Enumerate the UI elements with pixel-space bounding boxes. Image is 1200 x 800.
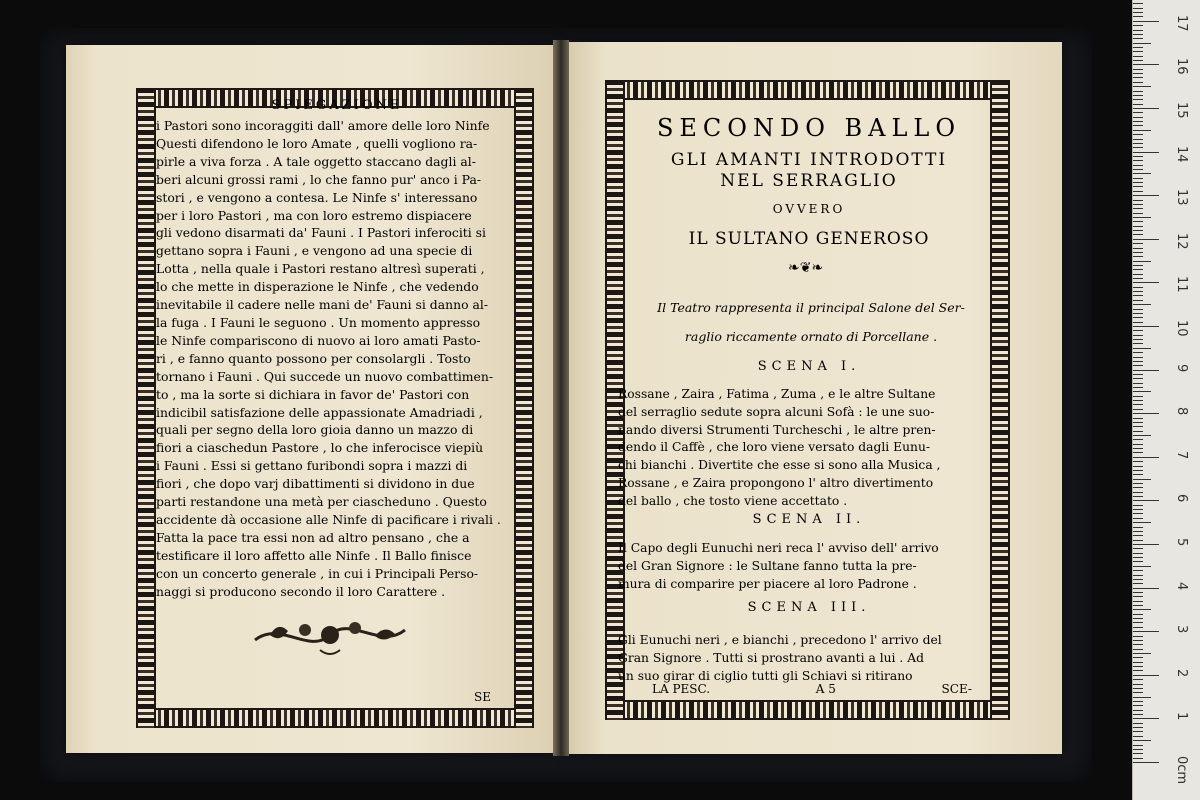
ruler-tick	[1133, 274, 1143, 275]
ruler-tick	[1133, 723, 1143, 724]
ruler-tick	[1133, 697, 1151, 698]
text-line: Rossane , e Zaira propongono l' altro divertimento	[618, 475, 934, 490]
text-line: del serraglio sedute sopra alcuni Sofà : le une suo-	[618, 404, 935, 419]
ruler-tick	[1133, 540, 1143, 541]
ruler-tick	[1133, 278, 1143, 279]
ruler-tick	[1133, 714, 1143, 715]
ruler-tick	[1133, 309, 1143, 310]
ruler-tick	[1133, 544, 1159, 545]
ruler-tick	[1133, 51, 1143, 52]
ruler-tick	[1133, 91, 1143, 92]
ruler-tick	[1133, 666, 1143, 667]
ruler-tick	[1133, 95, 1143, 96]
ruler-tick	[1133, 173, 1151, 174]
ruler-tick	[1133, 583, 1143, 584]
ruler-tick	[1133, 444, 1143, 445]
ruler-tick	[1133, 357, 1143, 358]
ruler-tick	[1133, 169, 1143, 170]
footer-signature: A 5	[815, 682, 836, 696]
ruler-tick	[1133, 191, 1143, 192]
ruler-tick	[1133, 605, 1143, 606]
ruler-tick	[1133, 718, 1159, 719]
ruler-tick	[1133, 614, 1143, 615]
ruler-label: 3	[1174, 625, 1189, 634]
ruler-tick	[1133, 134, 1143, 135]
ruler-tick	[1133, 670, 1143, 671]
ruler-tick	[1133, 640, 1143, 641]
ruler-tick	[1133, 636, 1143, 637]
ruler-tick	[1133, 108, 1159, 109]
ruler-tick	[1133, 413, 1159, 414]
ruler-tick	[1133, 213, 1143, 214]
ruler-label: 9	[1174, 363, 1189, 372]
ruler-tick	[1133, 657, 1143, 658]
text-line: parti restandone una metà per ciascheduno . Questo	[156, 494, 487, 510]
ruler-tick	[1133, 548, 1143, 549]
ruler-tick	[1133, 727, 1143, 728]
text-line: la fuga . I Fauni le seguono . Un momento appresso	[156, 314, 481, 330]
ruler-tick	[1133, 653, 1151, 654]
text-line: Lotta , nella quale i Pastori restano altresì superati ,	[156, 261, 485, 277]
ruler-tick	[1133, 12, 1143, 13]
text-line: inevitabile il cadere nelle mani de' Fauni si danno al-	[156, 297, 488, 313]
scene-3-heading: SCENA III.	[747, 600, 871, 615]
ruler-tick	[1133, 339, 1143, 340]
ruler-tick	[1133, 204, 1143, 205]
ruler-tick	[1133, 21, 1159, 22]
ruler-tick	[1133, 710, 1143, 711]
ruler-tick	[1133, 479, 1151, 480]
ruler-tick	[1133, 326, 1159, 327]
ruler-tick	[1133, 186, 1143, 187]
ruler-tick	[1133, 217, 1151, 218]
ruler-tick	[1133, 282, 1159, 283]
text-line: del Gran Signore : le Sultane fanno tutta la pre-	[618, 558, 917, 573]
text-line: beri alcuni grossi rami , lo che fanno pur' anco i Pa-	[156, 171, 482, 187]
ruler-tick	[1133, 152, 1159, 153]
border-right	[990, 80, 1010, 720]
ruler-label: 7	[1174, 450, 1189, 460]
scene-2-heading: SCENA II.	[752, 512, 866, 527]
text-line: dendo il Caffè , che loro viene versato dagli Eunu-	[618, 440, 931, 455]
left-catchword: SE	[474, 690, 491, 704]
ruler-tick	[1133, 418, 1143, 419]
ruler-tick	[1133, 38, 1143, 39]
ruler-tick	[1133, 679, 1143, 680]
ruler-tick	[1133, 631, 1159, 632]
ruler-tick	[1133, 457, 1159, 458]
ruler-tick	[1133, 753, 1143, 754]
ruler-tick	[1133, 361, 1143, 362]
ruler-tick	[1133, 317, 1143, 318]
ruler-tick	[1133, 322, 1143, 323]
ruler-tick	[1133, 43, 1151, 44]
ruler-tick	[1133, 300, 1143, 301]
text-line: per i loro Pastori , ma con loro estremo dispiacere	[156, 207, 472, 223]
ruler-tick	[1133, 466, 1143, 467]
ruler-tick	[1133, 256, 1143, 257]
ruler-label: 10	[1174, 320, 1189, 337]
text-line: tornano i Fauni . Qui succede un nuovo combattimen-	[156, 368, 494, 384]
ruler-tick	[1133, 265, 1143, 266]
ruler-tick	[1133, 675, 1159, 676]
ruler-tick	[1133, 431, 1143, 432]
ruler-label: 17	[1174, 14, 1189, 32]
text-line: i Fauni . Essi si gettano furibondi sopra i mazzi di	[156, 458, 468, 474]
ruler-tick	[1133, 77, 1143, 78]
book-gutter	[553, 40, 569, 756]
ruler-tick	[1133, 404, 1143, 405]
ruler-label: 1	[1174, 712, 1189, 721]
scene-2-text	[618, 540, 992, 593]
page-footer	[652, 682, 972, 696]
text-line: Il Capo degli Eunuchi neri reca l' avviso dell' arrivo	[618, 541, 939, 555]
ruler-tick	[1133, 383, 1143, 384]
ruler-tick	[1133, 557, 1143, 558]
text-line: ri , e fanno quanto possono per consolargli . Tosto	[156, 350, 471, 366]
ruler-tick	[1133, 522, 1151, 523]
ruler-tick	[1133, 30, 1143, 31]
ruler-tick	[1133, 130, 1151, 131]
text-line: le Ninfe compariscono di nuovo ai loro amati Pasto-	[156, 332, 481, 348]
ruler-tick	[1133, 208, 1143, 209]
ruler-tick	[1133, 492, 1143, 493]
ruler-tick	[1133, 295, 1143, 296]
border-bottom	[136, 708, 534, 728]
ruler-tick	[1133, 426, 1143, 427]
ruler-label: 15	[1174, 102, 1189, 119]
ruler-tick	[1133, 470, 1143, 471]
ruler-tick	[1133, 745, 1143, 746]
text-line: quali per segno della loro gioia danno un mazzo di	[156, 422, 474, 438]
ruler-tick	[1133, 409, 1143, 410]
ruler-tick	[1133, 374, 1143, 375]
ruler-tick	[1133, 365, 1143, 366]
ruler-tick	[1133, 509, 1143, 510]
floral-ornament	[250, 600, 410, 660]
ruler-tick	[1133, 47, 1143, 48]
left-heading: SPIEGAZIONE	[271, 98, 403, 113]
ruler-tick	[1133, 269, 1143, 270]
ruler-tick	[1133, 527, 1143, 528]
ruler-tick	[1133, 182, 1143, 183]
text-line: testificare il loro affetto alle Ninfe . Il Ballo finisce	[156, 547, 472, 563]
text-line: indicibil satisfazione delle appassionate Amadriadi ,	[156, 404, 483, 420]
ruler-tick	[1133, 370, 1159, 371]
text-line: chi bianchi . Divertite che esse si sono alla Musica ,	[618, 458, 941, 473]
ruler-tick	[1133, 588, 1159, 589]
ruler-tick	[1133, 535, 1143, 536]
text-line: Questi difendono le loro Amate , quelli vogliono ra-	[156, 135, 478, 151]
ruler-label: 14	[1174, 145, 1189, 163]
footer-running-title: LA PESC.	[652, 682, 711, 696]
ruler-tick	[1133, 139, 1143, 140]
ruler-tick	[1133, 200, 1143, 201]
text-line: lo che mette in disperazione le Ninfe , che vedendo	[156, 279, 479, 295]
ruler-tick	[1133, 601, 1143, 602]
ruler-tick	[1133, 125, 1143, 126]
border-top	[605, 80, 1010, 100]
ruler-tick	[1133, 461, 1143, 462]
ruler-tick	[1133, 343, 1143, 344]
ruler-tick	[1133, 705, 1143, 706]
ruler-tick	[1133, 117, 1143, 118]
text-line: raglio riccamente ornato di Porcellane .	[684, 329, 938, 344]
ruler-tick	[1133, 566, 1151, 567]
text-line: nando diversi Strumenti Turcheschi , le altre pren-	[618, 422, 936, 437]
ruler-tick	[1133, 692, 1143, 693]
ruler-tick	[1133, 82, 1143, 83]
ruler-tick	[1133, 378, 1143, 379]
text-line: mura di comparire per piacere al loro Padrone .	[618, 576, 917, 591]
ruler-tick	[1133, 248, 1143, 249]
ruler-tick	[1133, 644, 1143, 645]
text-line: stori , e vengono a contesa. Le Ninfe s' interessano	[156, 189, 478, 205]
ruler-tick	[1133, 518, 1143, 519]
ruler-tick	[1133, 234, 1143, 235]
text-line: fiori a ciaschedun Pastore , lo che inferocisce viepiù	[156, 440, 484, 456]
ruler-tick	[1133, 352, 1143, 353]
ruler-tick	[1133, 505, 1143, 506]
ruler-tick	[1133, 553, 1143, 554]
ruler-tick	[1133, 230, 1143, 231]
ruler-tick	[1133, 335, 1143, 336]
subtitle-line-3: IL SULTANO GENEROSO	[688, 229, 930, 249]
text-line: Gran Signore . Tutti si prostrano avanti a lui . Ad	[618, 650, 924, 665]
ruler-tick	[1133, 496, 1143, 497]
ruler-tick	[1133, 435, 1151, 436]
ruler-tick	[1133, 483, 1143, 484]
scene-1-text	[618, 386, 992, 511]
ruler-tick	[1133, 618, 1143, 619]
ruler-tick	[1133, 3, 1143, 4]
ruler-tick	[1133, 684, 1143, 685]
ruler-tick	[1133, 165, 1143, 166]
ruler-tick	[1133, 474, 1143, 475]
ruler-tick	[1133, 531, 1143, 532]
ruler-tick	[1133, 291, 1143, 292]
ruler-tick	[1133, 749, 1143, 750]
ruler-tick	[1133, 731, 1143, 732]
text-line: to , ma la sorte si dichiara in favor de' Pastori con	[156, 386, 470, 402]
ruler-tick	[1133, 513, 1143, 514]
ruler-tick	[1133, 261, 1151, 262]
ruler-tick	[1133, 592, 1143, 593]
ruler-tick	[1133, 662, 1143, 663]
ruler-tick	[1133, 25, 1143, 26]
text-line: gettano sopra i Fauni , e vengono ad una specie di	[156, 243, 473, 259]
ruler-tick	[1133, 143, 1143, 144]
ruler-tick	[1133, 758, 1143, 759]
ruler-tick	[1133, 195, 1159, 196]
text-line: fiori , che dopo varj dibattimenti si dividono in due	[156, 476, 475, 492]
text-line: i Pastori sono incoraggiti dall' amore delle loro Ninfe	[156, 118, 490, 133]
ruler-tick	[1133, 561, 1143, 562]
ruler-tick	[1133, 422, 1143, 423]
ruler-tick	[1133, 701, 1143, 702]
ruler-label: 4	[1174, 581, 1189, 590]
ruler-tick	[1133, 452, 1143, 453]
ruler-tick	[1133, 736, 1143, 737]
ruler-tick	[1133, 8, 1143, 9]
ruler-tick	[1133, 396, 1143, 397]
ruler-tick	[1133, 252, 1143, 253]
ruler-tick	[1133, 575, 1143, 576]
scene-1-heading: SCENA I.	[757, 359, 861, 374]
scene-3-text	[618, 632, 992, 685]
ruler-tick	[1133, 99, 1143, 100]
border-left	[136, 88, 156, 728]
ruler-tick	[1133, 400, 1143, 401]
ruler-tick	[1133, 69, 1143, 70]
ruler-tick	[1133, 64, 1159, 65]
ruler-tick	[1133, 304, 1151, 305]
ruler-tick	[1133, 104, 1143, 105]
ruler-tick	[1133, 762, 1159, 763]
ruler-label: 5	[1174, 538, 1189, 547]
ruler-tick	[1133, 391, 1151, 392]
text-line: con un concerto generale , in cui i Principali Perso-	[156, 565, 479, 581]
ruler-tick	[1133, 439, 1143, 440]
ruler-label: 16	[1174, 58, 1189, 75]
text-line: del ballo , che tosto viene accettato .	[618, 493, 848, 508]
ruler-tick	[1133, 688, 1143, 689]
ruler-tick	[1133, 330, 1143, 331]
stage-setting	[630, 286, 992, 358]
border-bottom	[605, 700, 1010, 720]
subtitle-line-1: GLI AMANTI INTRODOTTI	[670, 150, 948, 170]
ruler-tick	[1133, 596, 1143, 597]
ruler-tick	[1133, 348, 1151, 349]
ruler-tick	[1133, 313, 1143, 314]
ruler-tick	[1133, 56, 1143, 57]
ruler-tick	[1133, 448, 1143, 449]
ruler-tick	[1133, 239, 1159, 240]
text-line: Fatta la pace tra essi non ad altro pensano , che a	[156, 529, 470, 545]
ruler-tick	[1133, 570, 1143, 571]
ruler-tick	[1133, 221, 1143, 222]
ruler-label: 8	[1174, 407, 1189, 416]
ruler-tick	[1133, 156, 1143, 157]
ruler-tick	[1133, 16, 1143, 17]
ruler-tick	[1133, 243, 1143, 244]
text-line: gli vedono disarmati da' Fauni . I Pastori inferociti si	[156, 225, 486, 241]
ruler-tick	[1133, 112, 1143, 113]
ruler-tick	[1133, 622, 1143, 623]
ruler-label: 11	[1174, 276, 1189, 293]
ruler-label: 2	[1174, 668, 1189, 678]
ruler-label: 0cm	[1174, 756, 1189, 785]
ruler-tick	[1133, 226, 1143, 227]
footer-catchword: SCE-	[941, 682, 972, 696]
text-line: Il Teatro rappresenta il principal Salone del Ser-	[657, 299, 965, 315]
text-line: pirle a viva forza . A tale oggetto staccano dagli al-	[156, 153, 476, 169]
ruler-tick	[1133, 627, 1143, 628]
text-line: un suo girar di ciglio tutti gli Schiavi si ritirano	[618, 668, 913, 683]
fleuron-ornament: ❧❦❧	[788, 260, 824, 276]
ruler-tick	[1133, 60, 1143, 61]
ruler-tick	[1133, 609, 1151, 610]
ruler-label: 13	[1174, 189, 1189, 206]
ruler-tick	[1133, 387, 1143, 388]
ruler-label: 6	[1174, 494, 1189, 503]
ruler-tick	[1133, 487, 1143, 488]
left-body-text	[156, 117, 518, 600]
ovvero-line: OVVERO	[772, 202, 846, 216]
text-line: naggi si producono secondo il loro Carattere .	[156, 583, 446, 599]
ruler-label: 12	[1174, 232, 1189, 250]
ruler-tick	[1133, 740, 1151, 741]
ruler-tick	[1133, 579, 1143, 580]
ruler-tick	[1133, 34, 1143, 35]
measuring-ruler	[1132, 0, 1200, 800]
ballet-title: SECONDO BALLO	[656, 114, 962, 142]
ruler-tick	[1133, 147, 1143, 148]
text-line: accidente dà occasione alle Ninfe di pacificare i rivali .	[156, 511, 501, 527]
ruler-tick	[1133, 500, 1159, 501]
ruler-tick	[1133, 287, 1143, 288]
ruler-tick	[1133, 121, 1143, 122]
ruler-tick	[1133, 178, 1143, 179]
ruler-tick	[1133, 86, 1151, 87]
ruler-tick	[1133, 73, 1143, 74]
text-line: Gli Eunuchi neri , e bianchi , precedono l' arrivo del	[618, 633, 942, 647]
ruler-tick	[1133, 160, 1143, 161]
subtitle-line-2: NEL SERRAGLIO	[720, 171, 898, 191]
ruler-tick	[1133, 649, 1143, 650]
text-line: Rossane , Zaira , Fatima , Zuma , e le altre Sultane	[618, 387, 936, 401]
